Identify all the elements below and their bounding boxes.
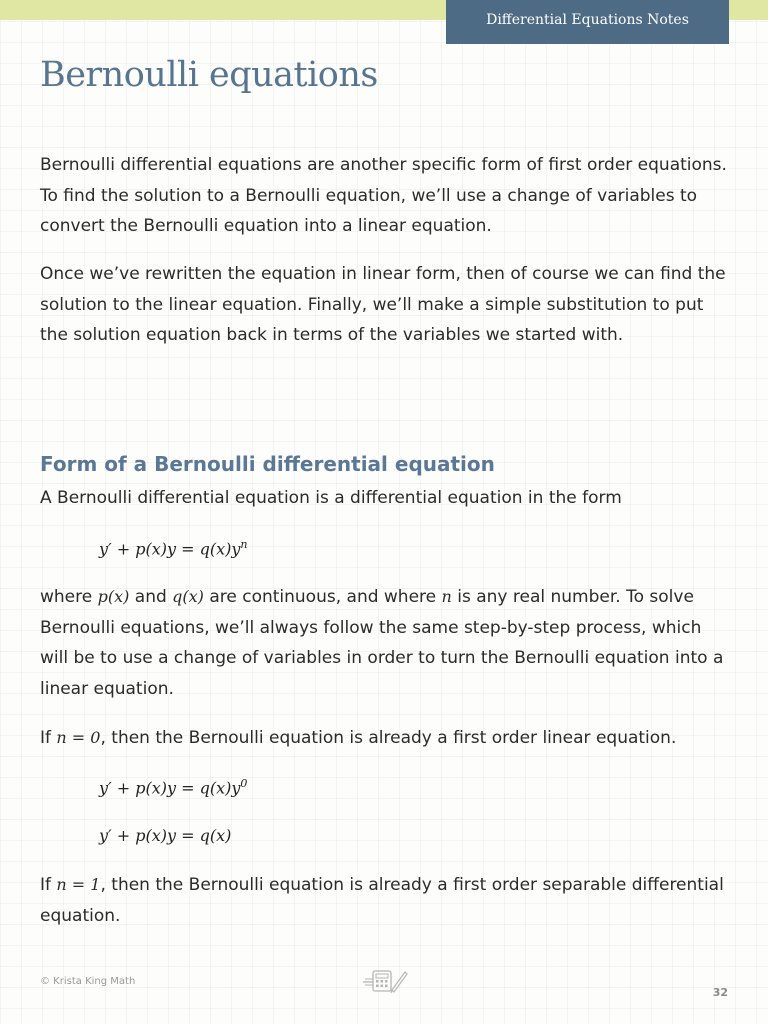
page-number: 32 (712, 986, 728, 999)
n-equals-zero: n = 0 (56, 728, 101, 747)
n-variable: n (441, 587, 452, 606)
where-paragraph (40, 582, 730, 704)
n-zero-equation-step-2 (99, 826, 231, 845)
where-text-4: is any real number. To solve Bernoulli equations, we’ll always follow the same step-by-step process, which will be to use a change of variables in order to turn the Bernoulli equation into a linear equation. (40, 587, 724, 699)
case-n-zero-paragraph (40, 723, 730, 754)
case-one-text-1: If (40, 875, 57, 895)
case-zero-text-2: , then the Bernoulli equation is already a first order linear equation. (100, 728, 677, 748)
where-text-1: where (40, 587, 98, 607)
case-n-one-paragraph (40, 870, 730, 931)
equation-lhs: y′ + p(x)y = q(x) (99, 826, 232, 845)
section-heading: Form of a Bernoulli differential equation (40, 452, 495, 476)
where-text-2: and (129, 587, 173, 607)
bernoulli-general-equation (99, 538, 248, 558)
n-zero-equation-step-1 (99, 777, 247, 797)
equation-exponent: 0 (240, 777, 248, 790)
header-tab: Differential Equations Notes (446, 0, 729, 44)
case-zero-text-1: If (40, 728, 57, 748)
q-of-x: q(x) (172, 587, 204, 606)
equation-lhs: y′ + p(x)y = q(x)y (99, 539, 241, 559)
n-equals-one: n = 1 (56, 875, 101, 894)
intro-paragraph-2: Once we’ve rewritten the equation in linear form, then of course we can find the solution to the linear equation. Finally, we’ll make a simple substitution to put the solution equation back in terms of the variables we started with. (40, 264, 726, 345)
where-text-3: are continuous, and where (203, 587, 442, 607)
section-lead: A Bernoulli differential equation is a differential equation in the form (40, 488, 622, 508)
calculator-pencil-icon (361, 968, 409, 998)
equation-lhs: y′ + p(x)y = q(x)y (99, 778, 241, 798)
case-one-text-2: , then the Bernoulli equation is already a first order separable differential equation. (40, 875, 724, 926)
intro-paragraph-1: Bernoulli differential equations are another specific form of first order equations. To find the solution to a Bernoulli equation, we’ll use a change of variables to convert the Bernoulli equation into a linear equation. (40, 155, 727, 236)
equation-exponent: n (240, 538, 248, 551)
p-of-x: p(x) (97, 587, 130, 606)
page-title: Bernoulli equations (40, 55, 378, 95)
footer-copyright: © Krista King Math (40, 976, 136, 987)
